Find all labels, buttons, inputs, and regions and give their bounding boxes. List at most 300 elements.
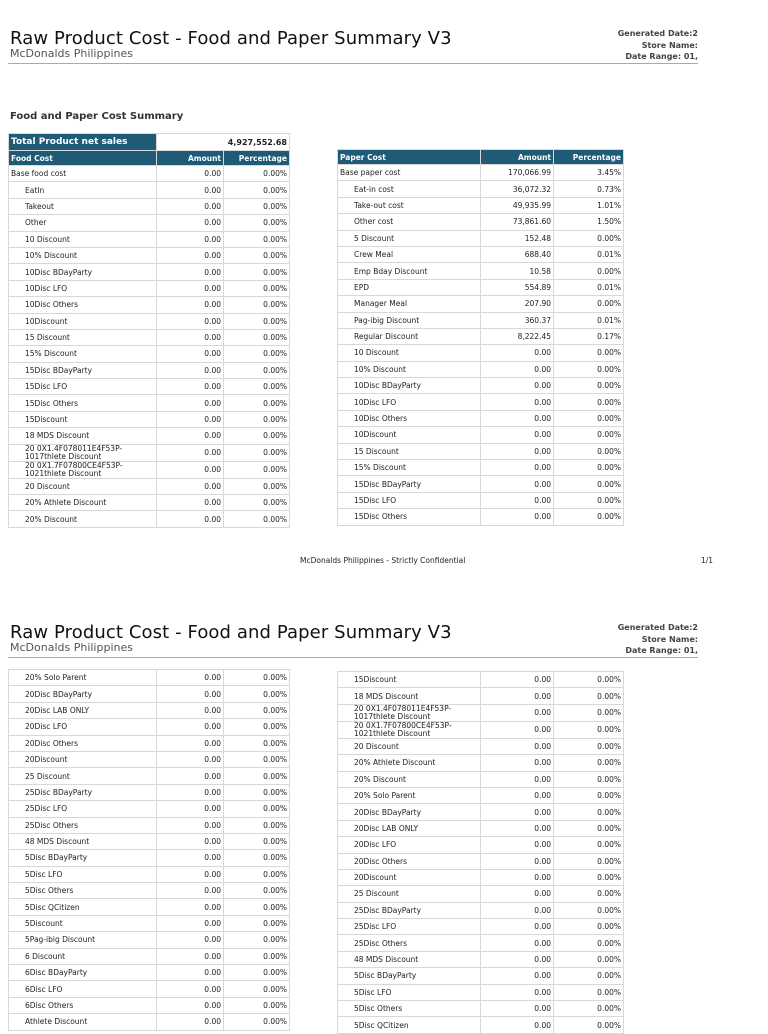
- paper-row: [338, 345, 624, 361]
- paper-cell-name: 5Disc LFO: [338, 984, 481, 1000]
- paper-row: [338, 968, 624, 984]
- paper-cell-amount: 0.00: [481, 688, 554, 704]
- food-cell-amount: 0.00: [157, 346, 224, 362]
- paper-cell-amount: 0.00: [481, 755, 554, 771]
- food-cost-table-continued: [8, 669, 290, 1031]
- food-cell-amount: 0.00: [157, 166, 224, 182]
- food-cell-name: 20Disc BDayParty: [9, 686, 157, 702]
- paper-cell-amount: 0.00: [481, 460, 554, 476]
- paper-cell-percentage: 0.00%: [554, 755, 624, 771]
- food-cell-percentage: 0.00%: [224, 670, 290, 686]
- food-cell-name: 48 MDS Discount: [9, 833, 157, 849]
- food-cell-name: 10 Discount: [9, 231, 157, 247]
- paper-cell-percentage: 0.00%: [554, 787, 624, 803]
- paper-cell-amount: 0.00: [481, 492, 554, 508]
- paper-row: [338, 509, 624, 525]
- paper-row: [338, 853, 624, 869]
- food-cell-name: 5Disc QCitizen: [9, 899, 157, 915]
- paper-cell-name: EPD: [338, 279, 481, 295]
- food-cell-name: Base food cost: [9, 166, 157, 182]
- paper-row: [338, 755, 624, 771]
- food-cell-name: 20 0X1.7F07800CE4F53P-1021thlete Discount: [9, 461, 157, 478]
- paper-cell-name: 20% Solo Parent: [338, 787, 481, 803]
- paper-row: [338, 378, 624, 394]
- food-cell-percentage: 0.00%: [224, 247, 290, 263]
- food-cell-amount: 0.00: [157, 801, 224, 817]
- paper-cell-name: 15 Discount: [338, 443, 481, 459]
- paper-cell-name: 10Disc BDayParty: [338, 378, 481, 394]
- food-cell-amount: 0.00: [157, 817, 224, 833]
- paper-row: [338, 230, 624, 246]
- food-row: [9, 686, 290, 702]
- food-cell-percentage: 0.00%: [224, 362, 290, 378]
- paper-cell-name: 15Disc LFO: [338, 492, 481, 508]
- paper-cost-table-continued: [337, 671, 624, 1034]
- food-row: [9, 850, 290, 866]
- food-row: [9, 833, 290, 849]
- paper-cell-percentage: 0.00%: [554, 935, 624, 951]
- paper-cell-name: 20 0X1.7F07800CE4F53P-1021thlete Discount: [338, 721, 481, 738]
- paper-cell-percentage: 0.00%: [554, 263, 624, 279]
- paper-cell-amount: 0.00: [481, 427, 554, 443]
- paper-header-amount: Amount: [481, 150, 554, 165]
- food-cell-amount: 0.00: [157, 948, 224, 964]
- meta-generated-date: Generated Date:2: [617, 623, 698, 632]
- paper-cell-amount: 0.00: [481, 738, 554, 754]
- food-cell-name: 20 Discount: [9, 478, 157, 494]
- paper-cell-percentage: 0.73%: [554, 181, 624, 197]
- food-cell-amount: 0.00: [157, 313, 224, 329]
- paper-cell-amount: 0.00: [481, 869, 554, 885]
- paper-cell-percentage: 0.17%: [554, 328, 624, 344]
- food-cell-name: 18 MDS Discount: [9, 428, 157, 444]
- food-cell-amount: 0.00: [157, 297, 224, 313]
- paper-rows: [338, 672, 624, 1034]
- paper-cell-percentage: 0.00%: [554, 820, 624, 836]
- meta-store-name: Store Name:: [641, 40, 698, 50]
- food-row: [9, 329, 290, 345]
- paper-row: [338, 410, 624, 426]
- food-cell-name: 15% Discount: [9, 346, 157, 362]
- paper-cell-name: 15Disc BDayParty: [338, 476, 481, 492]
- paper-cell-name: Take-out cost: [338, 197, 481, 213]
- paper-cell-amount: 0.00: [481, 787, 554, 803]
- report-page-2: [0, 594, 768, 1030]
- food-cell-name: 20Discount: [9, 751, 157, 767]
- paper-cell-name: 10Discount: [338, 427, 481, 443]
- food-cell-percentage: 0.00%: [224, 511, 290, 527]
- food-cell-amount: 0.00: [157, 511, 224, 527]
- food-cell-percentage: 0.00%: [224, 346, 290, 362]
- paper-cell-name: 15% Discount: [338, 460, 481, 476]
- food-cell-amount: 0.00: [157, 428, 224, 444]
- food-cell-percentage: 0.00%: [224, 478, 290, 494]
- paper-cell-name: 20 0X1.4F078011E4F53P-1017thlete Discount: [338, 704, 481, 721]
- paper-cell-name: 20% Athlete Discount: [338, 755, 481, 771]
- paper-row: [338, 460, 624, 476]
- paper-row: [338, 476, 624, 492]
- food-cell-name: 15Disc Others: [9, 395, 157, 411]
- food-cell-percentage: 0.00%: [224, 833, 290, 849]
- food-cell-amount: 0.00: [157, 702, 224, 718]
- food-cell-name: 5Discount: [9, 915, 157, 931]
- food-row: [9, 768, 290, 784]
- paper-cell-amount: 0.00: [481, 935, 554, 951]
- paper-row: [338, 361, 624, 377]
- food-row: [9, 817, 290, 833]
- food-cell-percentage: 0.00%: [224, 297, 290, 313]
- food-row: [9, 247, 290, 263]
- food-row: [9, 948, 290, 964]
- report-subtitle: McDonalds Philippines: [10, 47, 133, 60]
- food-row: [9, 297, 290, 313]
- paper-cell-name: 10% Discount: [338, 361, 481, 377]
- paper-header-name: Paper Cost: [338, 150, 481, 165]
- food-cell-amount: 0.00: [157, 478, 224, 494]
- food-row: [9, 198, 290, 214]
- food-cell-name: 20% Discount: [9, 511, 157, 527]
- food-cell-amount: 0.00: [157, 784, 224, 800]
- paper-cell-percentage: 0.00%: [554, 492, 624, 508]
- food-cell-percentage: 0.00%: [224, 719, 290, 735]
- food-cell-percentage: 0.00%: [224, 981, 290, 997]
- footer-confidential: McDonalds Philippines - Strictly Confidential: [300, 556, 466, 565]
- paper-cell-percentage: 0.00%: [554, 968, 624, 984]
- food-cell-name: 10Discount: [9, 313, 157, 329]
- food-cost-table: [8, 133, 290, 528]
- paper-cell-amount: 0.00: [481, 1001, 554, 1017]
- food-cell-amount: 0.00: [157, 444, 224, 461]
- paper-cell-name: 48 MDS Discount: [338, 951, 481, 967]
- food-row: [9, 965, 290, 981]
- paper-row: [338, 837, 624, 853]
- paper-cell-percentage: 0.00%: [554, 853, 624, 869]
- food-row: [9, 866, 290, 882]
- food-cell-percentage: 0.00%: [224, 1014, 290, 1030]
- food-cell-percentage: 0.00%: [224, 850, 290, 866]
- paper-cell-name: 5Disc BDayParty: [338, 968, 481, 984]
- report-meta: [578, 28, 698, 63]
- food-cell-name: 10Disc LFO: [9, 280, 157, 296]
- paper-cell-name: 18 MDS Discount: [338, 688, 481, 704]
- food-cell-name: 25Disc Others: [9, 817, 157, 833]
- paper-cell-amount: 10.58: [481, 263, 554, 279]
- food-rows: [9, 670, 290, 1031]
- paper-cell-amount: 0.00: [481, 509, 554, 525]
- paper-cell-name: Crew Meal: [338, 246, 481, 262]
- food-cell-percentage: 0.00%: [224, 444, 290, 461]
- paper-row: [338, 951, 624, 967]
- food-cell-percentage: 0.00%: [224, 915, 290, 931]
- paper-cell-name: Eat-in cost: [338, 181, 481, 197]
- food-cell-amount: 0.00: [157, 735, 224, 751]
- paper-row: [338, 214, 624, 230]
- paper-cell-amount: 0.00: [481, 820, 554, 836]
- paper-cell-percentage: 0.00%: [554, 672, 624, 688]
- food-cell-name: 20Disc LAB ONLY: [9, 702, 157, 718]
- food-cell-amount: 0.00: [157, 411, 224, 427]
- food-cell-percentage: 0.00%: [224, 280, 290, 296]
- food-cell-amount: 0.00: [157, 1014, 224, 1030]
- food-cell-name: 15Disc BDayParty: [9, 362, 157, 378]
- paper-row: [338, 394, 624, 410]
- paper-cell-name: 20Disc LAB ONLY: [338, 820, 481, 836]
- food-row: [9, 264, 290, 280]
- paper-cell-amount: 207.90: [481, 296, 554, 312]
- paper-cell-percentage: 0.00%: [554, 230, 624, 246]
- food-cell-name: 25 Discount: [9, 768, 157, 784]
- food-cell-percentage: 0.00%: [224, 411, 290, 427]
- food-row: [9, 215, 290, 231]
- food-cell-amount: 0.00: [157, 182, 224, 198]
- food-cell-amount: 0.00: [157, 965, 224, 981]
- paper-cell-amount: 0.00: [481, 902, 554, 918]
- paper-cell-amount: 688.40: [481, 246, 554, 262]
- report-subtitle: McDonalds Philippines: [10, 641, 133, 654]
- paper-cell-percentage: 0.00%: [554, 345, 624, 361]
- food-cell-percentage: 0.00%: [224, 215, 290, 231]
- paper-row: [338, 296, 624, 312]
- food-cell-name: 6Disc Others: [9, 997, 157, 1013]
- paper-row: [338, 165, 624, 181]
- food-row: [9, 735, 290, 751]
- paper-cell-amount: 0.00: [481, 394, 554, 410]
- paper-cell-percentage: 0.00%: [554, 837, 624, 853]
- paper-row: [338, 984, 624, 1000]
- paper-cell-percentage: 0.00%: [554, 919, 624, 935]
- paper-cell-amount: 0.00: [481, 704, 554, 721]
- header-rule: [8, 63, 698, 64]
- food-row: [9, 981, 290, 997]
- food-cell-percentage: 0.00%: [224, 329, 290, 345]
- paper-cell-percentage: 0.00%: [554, 361, 624, 377]
- food-cell-percentage: 0.00%: [224, 768, 290, 784]
- food-cell-amount: 0.00: [157, 850, 224, 866]
- food-cell-percentage: 0.00%: [224, 997, 290, 1013]
- food-cell-percentage: 0.00%: [224, 932, 290, 948]
- paper-cell-amount: 73,861.60: [481, 214, 554, 230]
- food-cell-name: 15Disc LFO: [9, 379, 157, 395]
- section-title: Food and Paper Cost Summary: [10, 111, 184, 122]
- paper-cell-percentage: 0.00%: [554, 771, 624, 787]
- food-cell-name: 20Disc LFO: [9, 719, 157, 735]
- paper-cell-amount: 0.00: [481, 771, 554, 787]
- food-cell-amount: 0.00: [157, 395, 224, 411]
- food-cell-name: 20 0X1.4F078011E4F53P-1017thlete Discount: [9, 444, 157, 461]
- paper-row: [338, 279, 624, 295]
- food-cell-percentage: 0.00%: [224, 428, 290, 444]
- food-cell-amount: 0.00: [157, 751, 224, 767]
- food-cell-percentage: 0.00%: [224, 801, 290, 817]
- food-cell-percentage: 0.00%: [224, 166, 290, 182]
- paper-cell-percentage: 0.00%: [554, 443, 624, 459]
- food-cell-amount: 0.00: [157, 461, 224, 478]
- paper-row: [338, 181, 624, 197]
- food-cell-amount: 0.00: [157, 264, 224, 280]
- paper-row: [338, 721, 624, 738]
- paper-cell-amount: 0.00: [481, 1017, 554, 1033]
- paper-cell-amount: 36,072.32: [481, 181, 554, 197]
- food-cell-name: 25Disc LFO: [9, 801, 157, 817]
- paper-cell-amount: 0.00: [481, 968, 554, 984]
- food-cell-amount: 0.00: [157, 883, 224, 899]
- total-net-sales-row: [9, 134, 290, 151]
- food-cell-name: 6Disc BDayParty: [9, 965, 157, 981]
- paper-cell-name: 10Disc Others: [338, 410, 481, 426]
- footer-page-number: 1/1: [701, 556, 714, 565]
- food-cell-name: 6Disc LFO: [9, 981, 157, 997]
- paper-cost-table: [337, 149, 624, 526]
- food-cell-amount: 0.00: [157, 362, 224, 378]
- paper-row: [338, 246, 624, 262]
- food-row: [9, 280, 290, 296]
- paper-cell-percentage: 0.00%: [554, 886, 624, 902]
- food-cell-percentage: 0.00%: [224, 198, 290, 214]
- paper-cell-percentage: 0.00%: [554, 804, 624, 820]
- food-cell-amount: 0.00: [157, 719, 224, 735]
- paper-cell-amount: 0.00: [481, 886, 554, 902]
- paper-row: [338, 919, 624, 935]
- paper-cell-name: 10 Discount: [338, 345, 481, 361]
- food-row: [9, 932, 290, 948]
- paper-cell-amount: 0.00: [481, 951, 554, 967]
- food-cell-amount: 0.00: [157, 247, 224, 263]
- meta-generated-date: Generated Date:2: [617, 29, 698, 38]
- food-row: [9, 182, 290, 198]
- paper-cell-percentage: 0.00%: [554, 721, 624, 738]
- paper-cell-name: Base paper cost: [338, 165, 481, 181]
- paper-cell-percentage: 0.01%: [554, 279, 624, 295]
- food-row: [9, 313, 290, 329]
- paper-row: [338, 427, 624, 443]
- food-row: [9, 670, 290, 686]
- paper-cell-name: 20 Discount: [338, 738, 481, 754]
- paper-cell-name: Other cost: [338, 214, 481, 230]
- paper-cell-name: 5Disc QCitizen: [338, 1017, 481, 1033]
- food-row: [9, 411, 290, 427]
- food-cell-amount: 0.00: [157, 379, 224, 395]
- food-row: [9, 883, 290, 899]
- food-header-percentage: Percentage: [224, 151, 290, 166]
- food-cell-name: 5Disc BDayParty: [9, 850, 157, 866]
- paper-cell-percentage: 0.00%: [554, 394, 624, 410]
- paper-cell-amount: 0.00: [481, 361, 554, 377]
- report-meta: [578, 622, 698, 657]
- paper-cell-percentage: 0.00%: [554, 738, 624, 754]
- food-cell-name: 10Disc BDayParty: [9, 264, 157, 280]
- food-cell-amount: 0.00: [157, 899, 224, 915]
- food-row: [9, 784, 290, 800]
- paper-cell-name: 25Disc LFO: [338, 919, 481, 935]
- paper-cell-name: 25Disc Others: [338, 935, 481, 951]
- paper-row: [338, 263, 624, 279]
- paper-row: [338, 312, 624, 328]
- paper-cell-percentage: 3.45%: [554, 165, 624, 181]
- food-row: [9, 751, 290, 767]
- food-cell-name: 10Disc Others: [9, 297, 157, 313]
- paper-row: [338, 869, 624, 885]
- paper-cell-amount: 0.00: [481, 919, 554, 935]
- paper-cell-name: Emp Bday Discount: [338, 263, 481, 279]
- paper-cell-amount: 0.00: [481, 672, 554, 688]
- food-cell-name: EatIn: [9, 182, 157, 198]
- paper-cell-percentage: 0.00%: [554, 427, 624, 443]
- paper-cell-amount: 0.00: [481, 378, 554, 394]
- food-row: [9, 997, 290, 1013]
- paper-cell-amount: 0.00: [481, 984, 554, 1000]
- paper-cell-name: 20Disc BDayParty: [338, 804, 481, 820]
- food-row: [9, 461, 290, 478]
- paper-cell-percentage: 0.00%: [554, 1017, 624, 1033]
- food-cell-name: 5Disc Others: [9, 883, 157, 899]
- food-cell-amount: 0.00: [157, 280, 224, 296]
- food-cell-percentage: 0.00%: [224, 395, 290, 411]
- food-row: [9, 1014, 290, 1030]
- report-title: Raw Product Cost - Food and Paper Summary V3: [10, 622, 452, 643]
- food-cell-amount: 0.00: [157, 231, 224, 247]
- paper-cell-amount: 0.00: [481, 345, 554, 361]
- paper-cell-percentage: 0.00%: [554, 410, 624, 426]
- food-rows: [9, 166, 290, 528]
- food-cell-name: 5Disc LFO: [9, 866, 157, 882]
- food-cell-amount: 0.00: [157, 915, 224, 931]
- paper-cell-percentage: 0.00%: [554, 704, 624, 721]
- paper-cell-name: Pag-ibig Discount: [338, 312, 481, 328]
- paper-cell-amount: 0.00: [481, 721, 554, 738]
- paper-cell-name: 25 Discount: [338, 886, 481, 902]
- food-cell-name: Other: [9, 215, 157, 231]
- paper-row: [338, 197, 624, 213]
- paper-cell-name: 20% Discount: [338, 771, 481, 787]
- report-title: Raw Product Cost - Food and Paper Summary V3: [10, 28, 452, 49]
- food-cell-name: 6 Discount: [9, 948, 157, 964]
- food-cell-name: 15Discount: [9, 411, 157, 427]
- paper-row: [338, 738, 624, 754]
- food-row: [9, 801, 290, 817]
- food-cell-percentage: 0.00%: [224, 784, 290, 800]
- food-cell-percentage: 0.00%: [224, 883, 290, 899]
- paper-cell-amount: 170,066.99: [481, 165, 554, 181]
- paper-cell-name: 20Discount: [338, 869, 481, 885]
- paper-cell-name: 5Disc Others: [338, 1001, 481, 1017]
- paper-cell-percentage: 0.01%: [554, 246, 624, 262]
- paper-cell-percentage: 0.00%: [554, 902, 624, 918]
- paper-row: [338, 492, 624, 508]
- food-row: [9, 702, 290, 718]
- food-cell-amount: 0.00: [157, 932, 224, 948]
- food-cell-percentage: 0.00%: [224, 702, 290, 718]
- paper-cell-amount: 0.00: [481, 853, 554, 869]
- food-cell-percentage: 0.00%: [224, 264, 290, 280]
- paper-cell-amount: 0.00: [481, 476, 554, 492]
- food-cell-percentage: 0.00%: [224, 817, 290, 833]
- food-cell-name: 25Disc BDayParty: [9, 784, 157, 800]
- paper-cell-percentage: 0.00%: [554, 869, 624, 885]
- food-cell-name: 20% Athlete Discount: [9, 495, 157, 511]
- food-row: [9, 719, 290, 735]
- food-cell-percentage: 0.00%: [224, 686, 290, 702]
- food-cell-percentage: 0.00%: [224, 965, 290, 981]
- food-cell-percentage: 0.00%: [224, 866, 290, 882]
- paper-cell-amount: 0.00: [481, 837, 554, 853]
- food-cell-amount: 0.00: [157, 198, 224, 214]
- food-cell-percentage: 0.00%: [224, 495, 290, 511]
- food-cell-percentage: 0.00%: [224, 735, 290, 751]
- food-cell-percentage: 0.00%: [224, 182, 290, 198]
- food-row: [9, 478, 290, 494]
- paper-row: [338, 902, 624, 918]
- food-cell-percentage: 0.00%: [224, 379, 290, 395]
